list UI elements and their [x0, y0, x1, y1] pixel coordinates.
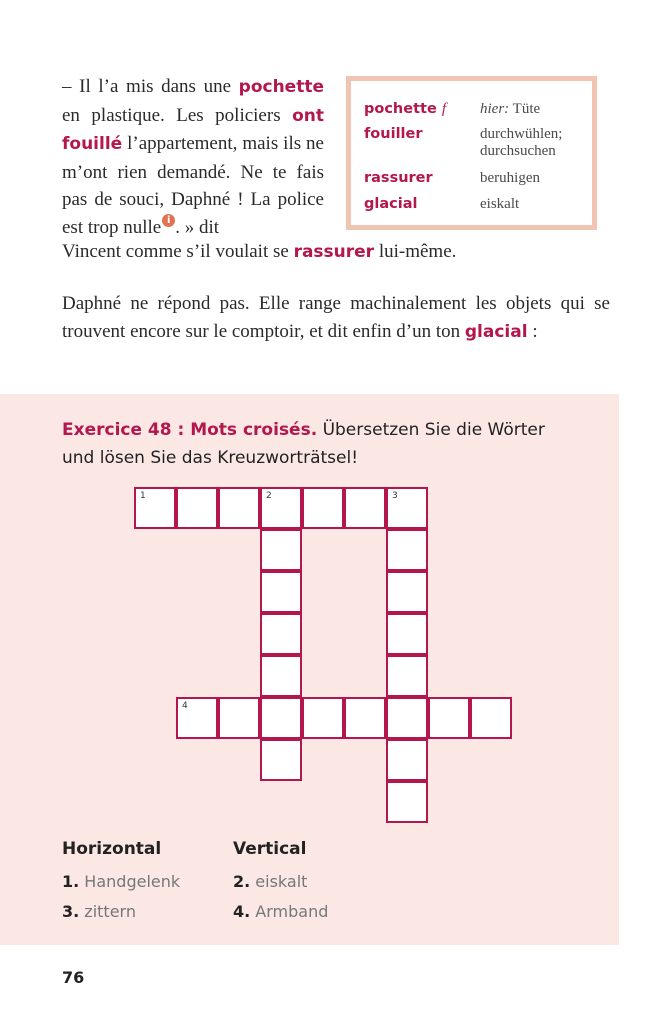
text-run: Vincent comme s’il voulait se: [62, 241, 294, 262]
cell-number: 3: [392, 491, 398, 501]
vocab-word: fouiller: [364, 126, 423, 142]
vocab-definition-text: Tüte: [509, 101, 541, 117]
vocab-word: glacial: [364, 196, 418, 212]
crossword-cell[interactable]: [386, 697, 428, 739]
crossword-cell[interactable]: [428, 697, 470, 739]
clues-vertical-heading: Vertical: [233, 839, 307, 859]
text-run: Daphné ne répond pas. Elle range machinalement les objets qui se trouvent encore sur le comptoir, et dit enfin d’un ton: [62, 293, 610, 342]
vocab-word: rassurer: [364, 170, 433, 186]
crossword-cell[interactable]: [386, 487, 428, 529]
vocab-definition: durchwühlen; durchsuchen: [480, 126, 563, 159]
crossword-cell[interactable]: [386, 781, 428, 823]
vocab-definition: eiskalt: [480, 196, 520, 212]
clue-number: 3.: [62, 902, 80, 921]
exercise-panel: [0, 394, 619, 945]
crossword-cell[interactable]: [386, 655, 428, 697]
cell-number: 2: [266, 491, 272, 501]
clue-number: 4.: [233, 902, 251, 921]
crossword-cell[interactable]: [260, 697, 302, 739]
crossword-cell[interactable]: [302, 697, 344, 739]
crossword-cell[interactable]: [386, 529, 428, 571]
crossword-cell[interactable]: [386, 613, 428, 655]
vocab-highlight-glacial: glacial: [464, 321, 528, 342]
exercise-title: Exercice 48 : Mots croisés.: [62, 420, 318, 440]
clue-text: Handgelenk: [79, 872, 181, 891]
crossword-cell[interactable]: [176, 697, 218, 739]
crossword-cell[interactable]: [470, 697, 512, 739]
vocab-definition: beruhigen: [480, 170, 540, 186]
text-run: :: [527, 320, 538, 342]
cell-number: 1: [140, 491, 146, 501]
crossword-cell[interactable]: [302, 487, 344, 529]
text-run: . » dit: [175, 216, 220, 238]
crossword-cell[interactable]: [260, 655, 302, 697]
clue-vertical: [233, 902, 328, 921]
clue-text: eiskalt: [250, 872, 308, 891]
crossword-cell[interactable]: [386, 739, 428, 781]
clue-horizontal: [62, 902, 136, 921]
crossword-cell[interactable]: [344, 697, 386, 739]
clue-text: Armband: [250, 902, 329, 921]
crossword-cell[interactable]: [176, 487, 218, 529]
vocab-highlight-rassurer: rassurer: [293, 242, 375, 262]
crossword-cell[interactable]: [218, 697, 260, 739]
paragraph-1-continued: [62, 238, 456, 267]
exercise-instruction: Übersetzen Sie die Wörter und lösen Sie das Kreuzworträtsel!: [62, 420, 545, 468]
crossword-cell[interactable]: [260, 487, 302, 529]
text-run: l’appartement, mais ils ne m’ont rien demandé. Ne te fais pas de souci, Daphné ! La police est trop nulle: [62, 133, 324, 238]
vocab-word: [364, 101, 446, 118]
exercise-heading: [62, 416, 582, 472]
info-icon[interactable]: i: [162, 214, 175, 227]
vocab-definition: [480, 101, 590, 118]
clue-horizontal: [62, 872, 180, 891]
vocab-definition-prefix: hier:: [480, 101, 510, 117]
clue-vertical: [233, 872, 307, 891]
text-run: – Il l’a mis dans une: [62, 76, 239, 97]
crossword-cell[interactable]: [386, 571, 428, 613]
clue-text: zittern: [79, 902, 136, 921]
crossword-cell[interactable]: [260, 613, 302, 655]
vocab-gender: f: [441, 101, 447, 117]
cell-number: 4: [182, 701, 188, 711]
crossword-cell[interactable]: [218, 487, 260, 529]
clue-number: 1.: [62, 872, 80, 891]
crossword-cell[interactable]: [344, 487, 386, 529]
vocab-highlight-fouiller: ont fouillé: [62, 105, 324, 154]
vocabulary-box: [346, 76, 597, 230]
paragraph-2: [62, 290, 610, 346]
crossword-cell[interactable]: [260, 739, 302, 781]
text-run: lui-même.: [374, 241, 457, 262]
text-run: en plastique. Les policiers: [62, 104, 293, 126]
vocab-word-text: pochette: [364, 101, 437, 117]
crossword-cell[interactable]: [260, 529, 302, 571]
page-number: 76: [62, 968, 85, 987]
crossword-cell[interactable]: [134, 487, 176, 529]
vocab-highlight-pochette: pochette: [238, 77, 324, 97]
paragraph-1: [62, 73, 324, 241]
clues-horizontal-heading: Horizontal: [62, 839, 162, 859]
clue-number: 2.: [233, 872, 251, 891]
crossword-cell[interactable]: [260, 571, 302, 613]
